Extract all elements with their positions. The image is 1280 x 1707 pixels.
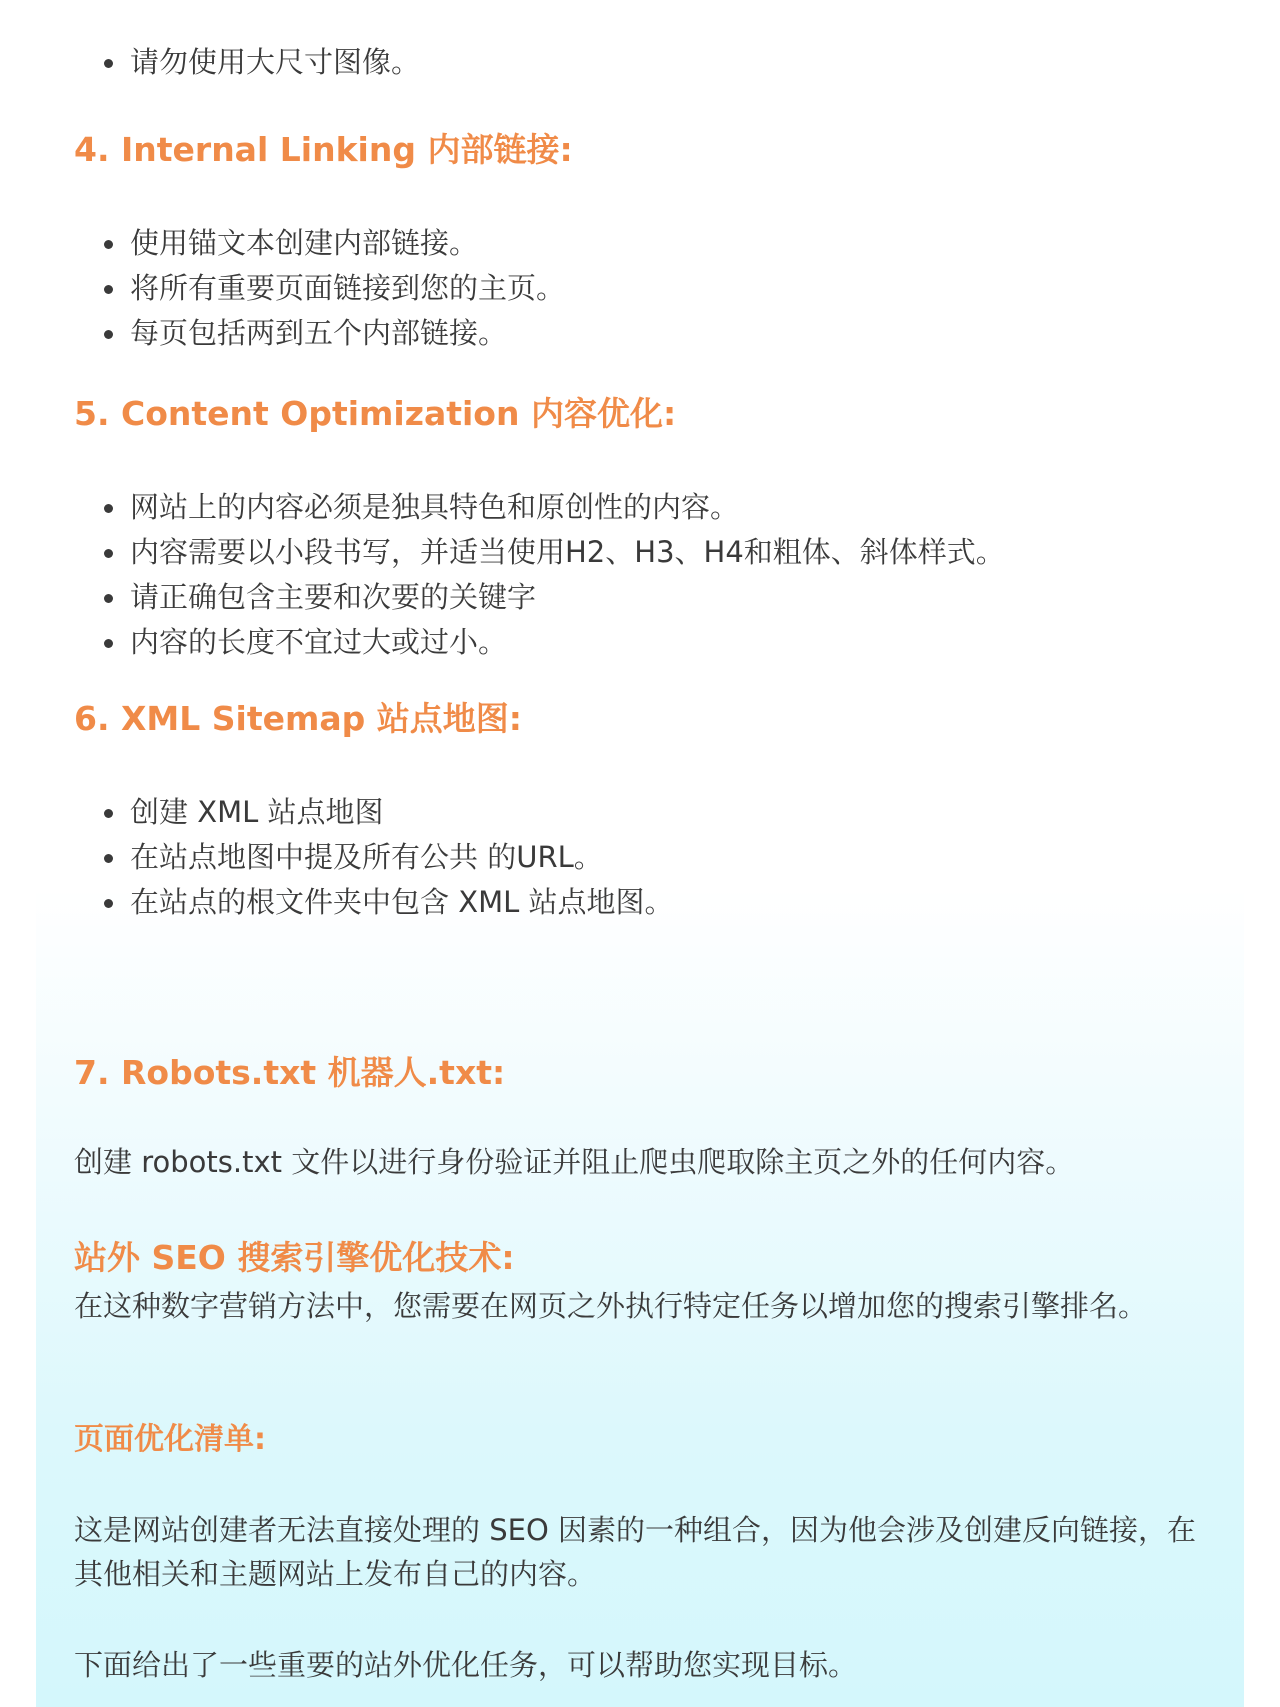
list-item: 内容的长度不宜过大或过小。 [74, 620, 1214, 665]
section3-bullet-list [74, 40, 1214, 85]
section5-heading: 5. Content Optimization 内容优化: [74, 394, 677, 433]
section7-heading: 7. Robots.txt 机器人.txt: [74, 1053, 506, 1092]
offpage-heading: 站外 SEO 搜索引擎优化技术: [74, 1238, 515, 1277]
checklist-paragraph-2: 下面给出了一些重要的站外优化任务，可以帮助您实现目标。 [74, 1648, 858, 1682]
section4-heading: 4. Internal Linking 内部链接: [74, 130, 573, 169]
section5-bullet-list [74, 485, 1214, 665]
list-item: 将所有重要页面链接到您的主页。 [74, 266, 1214, 311]
section6-bullet-list [74, 790, 1214, 925]
list-item: 请勿使用大尺寸图像。 [74, 40, 1214, 85]
list-item: 请正确包含主要和次要的关键字 [74, 575, 1214, 620]
section7-paragraph: 创建 robots.txt 文件以进行身份验证并阻止爬虫爬取除主页之外的任何内容。 [74, 1145, 1075, 1179]
checklist-paragraph-1: 这是网站创建者无法直接处理的 SEO 因素的一种组合，因为他会涉及创建反向链接，在其他相关和主题网站上发布自己的内容。 [74, 1513, 1196, 1591]
offpage-paragraph: 在这种数字营销方法中，您需要在网页之外执行特定任务以增加您的搜索引擎排名。 [74, 1289, 1148, 1323]
list-item: 在站点地图中提及所有公共 的URL。 [74, 835, 1214, 880]
section6-heading: 6. XML Sitemap 站点地图: [74, 699, 522, 738]
list-item: 网站上的内容必须是独具特色和原创性的内容。 [74, 485, 1214, 530]
list-item: 使用锚文本创建内部链接。 [74, 221, 1214, 266]
section4-bullet-list [74, 221, 1214, 356]
list-item: 在站点的根文件夹中包含 XML 站点地图。 [74, 880, 1214, 925]
list-item: 创建 XML 站点地图 [74, 790, 1214, 835]
checklist-heading: 页面优化清单: [74, 1422, 266, 1457]
list-item: 内容需要以小段书写，并适当使用H2、H3、H4和粗体、斜体样式。 [74, 530, 1214, 575]
list-item: 每页包括两到五个内部链接。 [74, 311, 1214, 356]
